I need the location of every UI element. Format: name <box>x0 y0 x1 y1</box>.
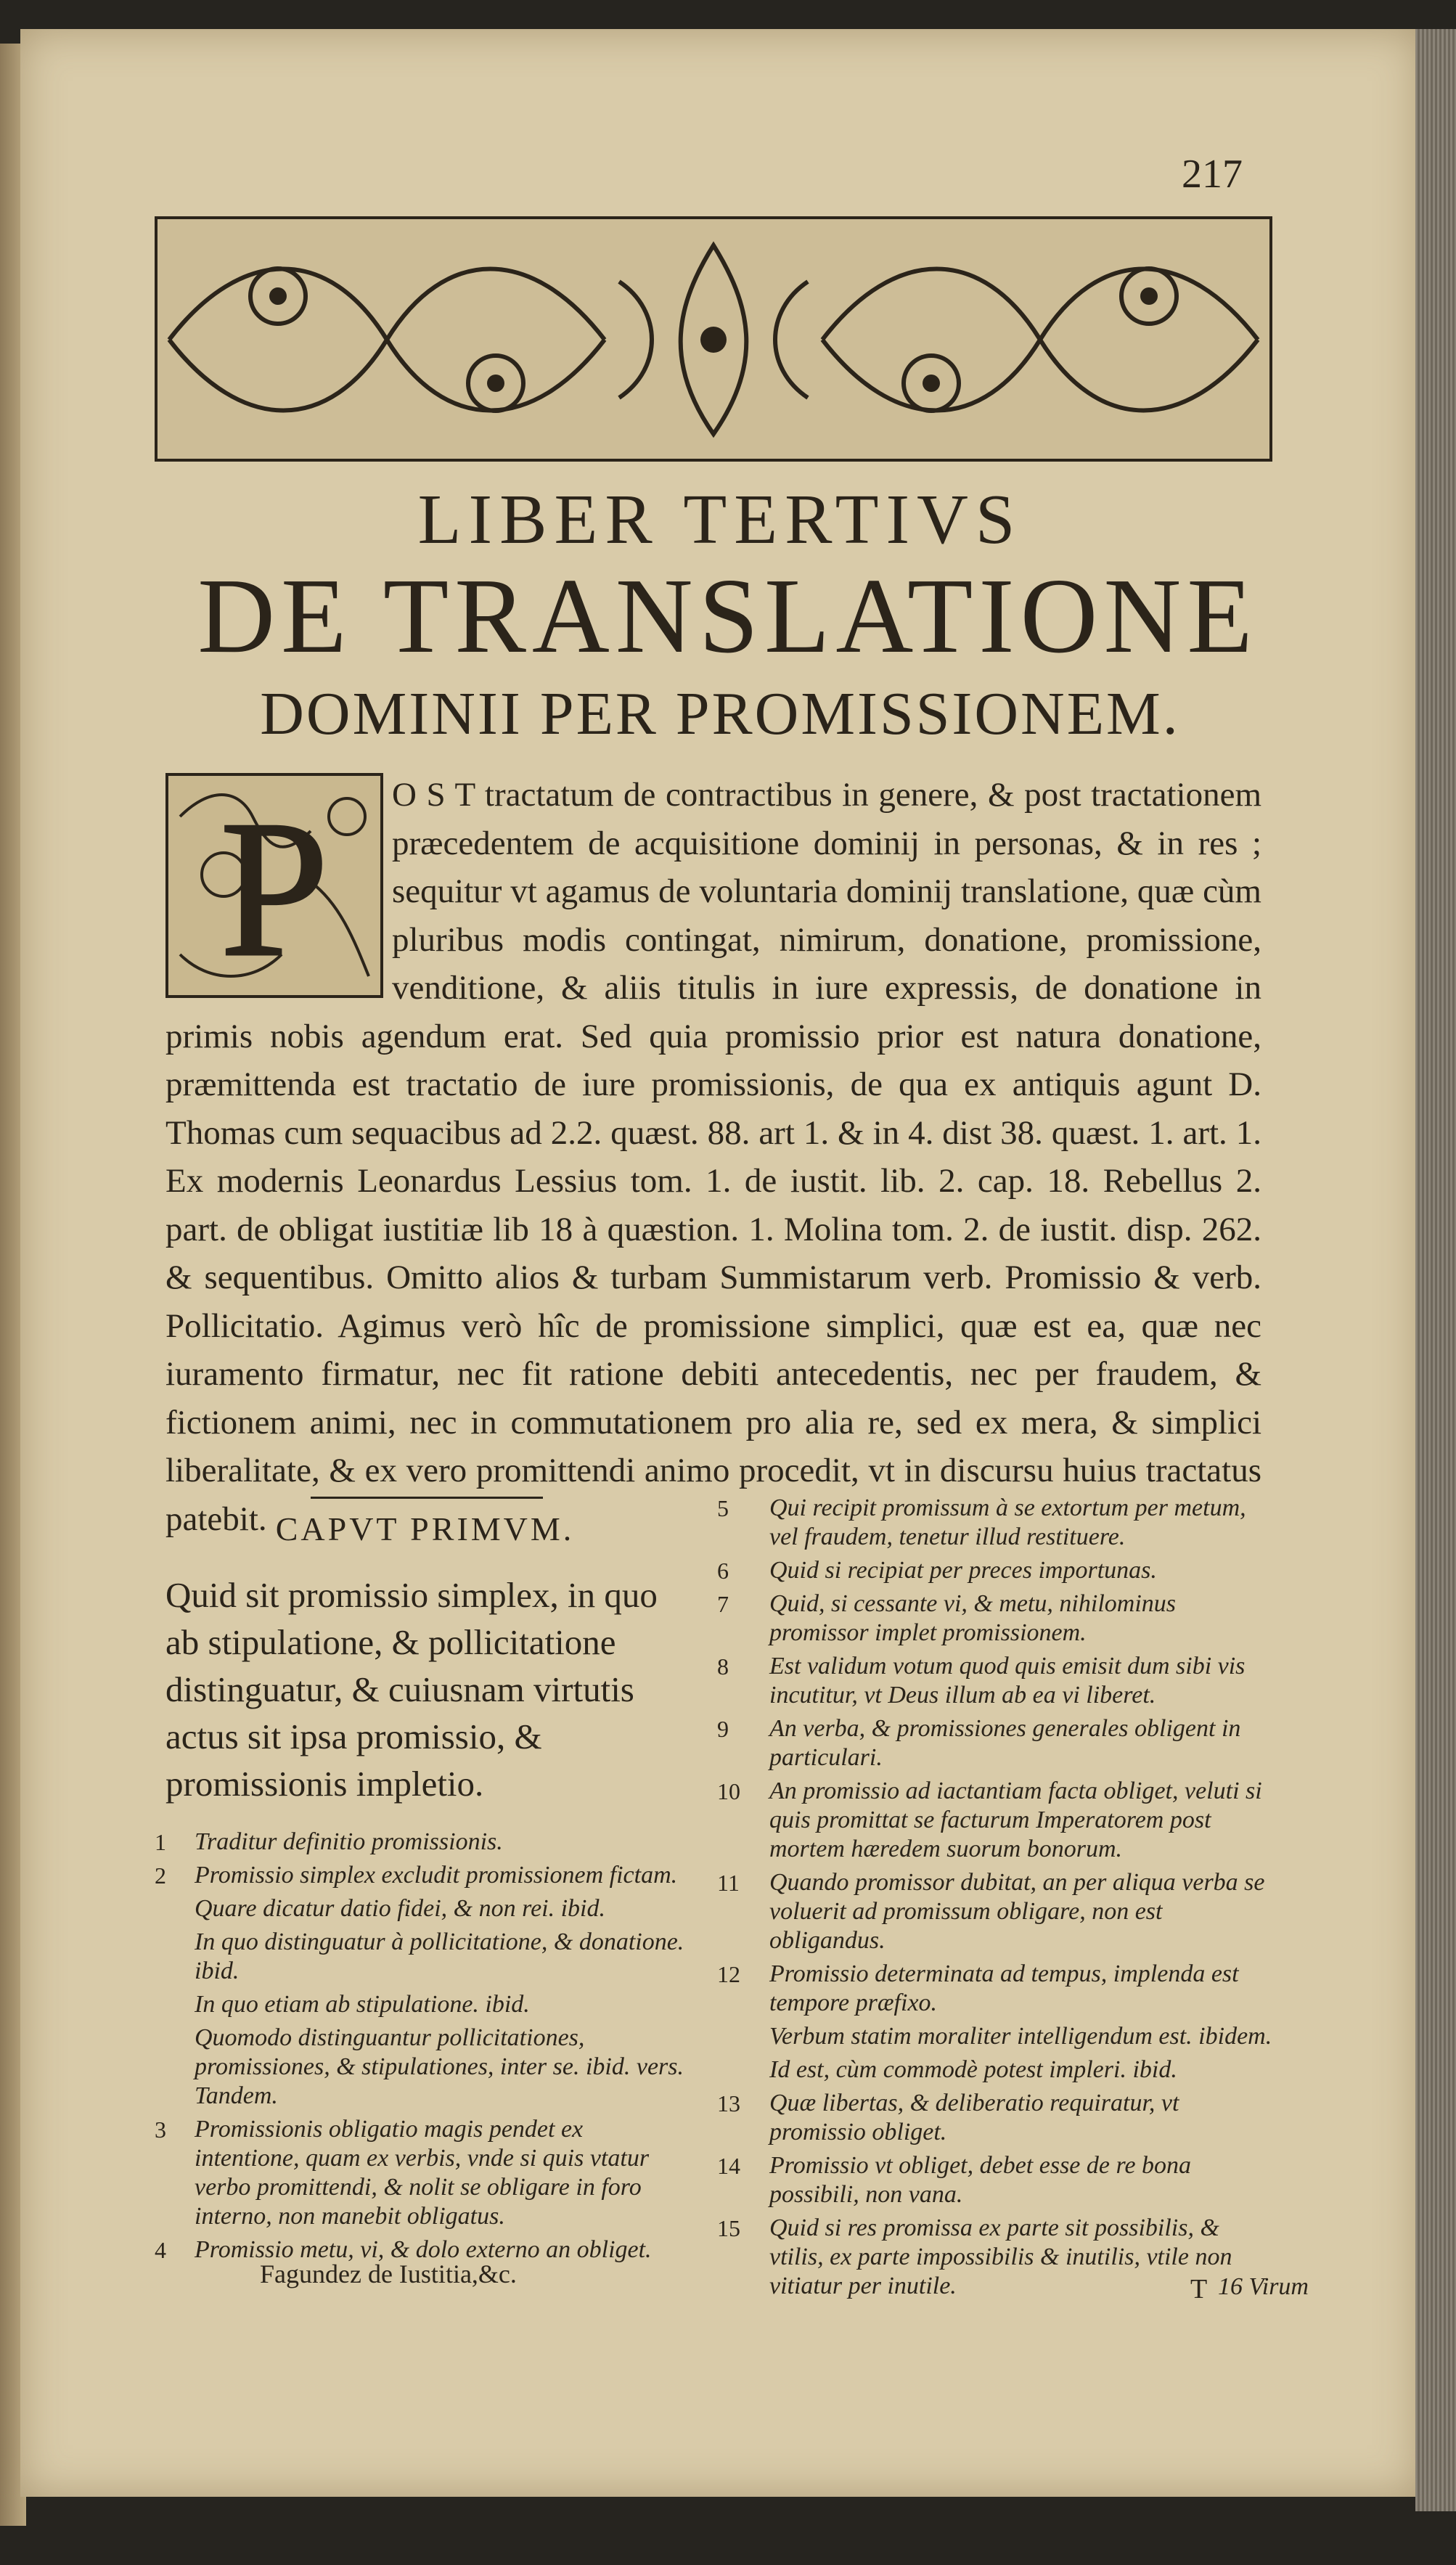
summary-item <box>155 1861 692 1890</box>
summary-text: Quid si recipiat per preces importunas. <box>769 1557 1157 1584</box>
ornamental-headpiece <box>155 216 1272 462</box>
summary-text: Quando promissor dubitat, an per aliqua verba se voluerit ad promissum obligare, non est obligandus. <box>769 1869 1265 1954</box>
summary-item <box>155 1828 692 1857</box>
summary-number: 1 <box>155 1829 166 1855</box>
summary-item <box>717 2151 1276 2209</box>
summary-text: Quomodo distinguantur pollicitationes, promissiones, & stipulationes, inter se. ibid. vers. Tandem. <box>195 2024 684 2109</box>
chapter-rule <box>311 1497 543 1499</box>
summary-number: 3 <box>155 2116 166 2143</box>
summary-item <box>717 2089 1276 2147</box>
summary-item <box>717 1494 1276 1552</box>
decorated-initial <box>165 773 383 998</box>
summary-text: Est validum votum quod quis emisit dum sibi vis incutitur, vt Deus illum ab ea vi liberet. <box>769 1653 1246 1709</box>
book-title: LIBER TERTIVS <box>417 480 1023 559</box>
summary-item <box>717 1714 1276 1772</box>
summary-text: Quare dicatur datio fidei, & non rei. ibid. <box>195 1895 605 1922</box>
summary-item <box>717 1652 1276 1710</box>
summary-text: Promissionis obligatio magis pendet ex intentione, quam ex verbis, vnde si quis vtatur verbo promittendi, & nolit se obligare in foro interno, non manebit obligatus. <box>195 2116 650 2230</box>
page-number: 217 <box>1182 152 1243 197</box>
summary-item <box>717 2022 1276 2051</box>
summary-text: In quo etiam ab stipulatione. ibid. <box>195 1991 530 2018</box>
catchword: 16 Virum <box>1218 2273 1309 2300</box>
summary-number: 12 <box>717 1961 740 1987</box>
subject-subtitle: DOMINII PER PROMISSIONEM. <box>260 680 1180 748</box>
summary-item <box>155 2024 692 2111</box>
summary-item <box>155 2115 692 2231</box>
summary-text: Promissio simplex excludit promissionem fictam. <box>195 1862 678 1889</box>
summary-text: In quo distinguatur à pollicitatione, & donatione. ibid. <box>195 1928 684 1984</box>
summary-number: 4 <box>155 2237 166 2263</box>
summary-text: Verbum statim moraliter intelligendum est. ibidem. <box>769 2023 1272 2050</box>
summary-text: Promissio metu, vi, & dolo externo an obliget. <box>195 2236 652 2263</box>
summary-item <box>717 1868 1276 1955</box>
summary-text: An promissio ad iactantiam facta obliget, veluti si quis promittat se facturum Imperatorem post mortem hæredem suorum bonorum. <box>769 1778 1262 1862</box>
summary-item <box>155 1928 692 1986</box>
summary-number: 14 <box>717 2153 740 2179</box>
summary-item <box>717 2055 1276 2085</box>
summary-text: An verba, & promissiones generales obligent in particulari. <box>769 1715 1241 1771</box>
summary-text: Id est, cùm commodè potest impleri. ibid. <box>769 2056 1177 2083</box>
summary-number: 2 <box>155 1862 166 1889</box>
summary-number: 8 <box>717 1653 729 1680</box>
svg-text:P: P <box>219 780 330 997</box>
summary-list-left <box>155 1828 692 2269</box>
summary-text: Quid si res promissa ex parte sit possibilis, & vtilis, ex parte impossibilis & inutilis, vtile non vitiatur per inutile. <box>769 2214 1232 2299</box>
intro-text: O S T tractatum de contractibus in genere, & post tractationem præcedentem de acquisitione dominij in personas, & in res ; sequitur vt agamus de voluntaria dominij translatione, quæ cùm pluribus modis contingat, nimirum, donatione, promissione, venditione, & aliis titulis in iure expressis, de donatione in primis nobis agendum erat. Sed quia promissio prior est natura donatione, præmittenda est tractatio de iure promissionis, de qua ex antiquis agunt D. Thomas cum sequacibus ad 2.2. quæst. 88. art 1. & in 4. dist 38. quæst. 1. art. 1. Ex modernis Leonardus Lessius tom. 1. de iustit. lib. 2. cap. 18. Rebellus 2. part. de obligat iustitiæ lib 18 à quæstion. 1. Molina tom. 2. de iustit. disp. 262. & sequentibus. Omitto alios & turbam Summistarum verb. Promissio & verb. Pollicitatio. Agimus verò hîc de promissione simplici, quæ est ea, quæ nec iuramento firmatur, nec fit ratione debiti antecedentis, nec per fraudem, & fictionem animi, nec in commutationem pro alia re, sed ex mera, & simplici liberalitate, & ex vero promittendi animo procedit, vt in discursu huius tractatus patebit. <box>165 776 1261 1538</box>
summary-number: 15 <box>717 2215 740 2241</box>
summary-number: 9 <box>717 1716 729 1742</box>
summary-item <box>717 1590 1276 1648</box>
book-page <box>20 29 1420 2497</box>
running-footer: Fagundez de Iustitia,&c. <box>260 2259 517 2288</box>
summary-number: 6 <box>717 1558 729 1584</box>
summary-text: Quæ libertas, & deliberatio requiratur, vt promissio obliget. <box>769 2090 1179 2145</box>
summary-item <box>155 1990 692 2019</box>
summary-item <box>717 1777 1276 1864</box>
summary-number: 10 <box>717 1778 740 1804</box>
summary-number: 7 <box>717 1591 729 1617</box>
summary-item <box>155 1894 692 1923</box>
chapter-label: CAPVT PRIMVM. <box>275 1510 575 1547</box>
book-right-edge <box>1415 29 1456 2511</box>
summary-text: Quid, si cessante vi, & metu, nihilominus promissor implet promissionem. <box>769 1590 1177 1646</box>
summary-text: Traditur definitio promissionis. <box>195 1828 503 1855</box>
summary-text: Promissio vt obliget, debet esse de re bona possibili, non vana. <box>769 2152 1192 2208</box>
summary-item <box>717 1556 1276 1585</box>
summary-text: Promissio determinata ad tempus, implenda est tempore præfixo. <box>769 1960 1239 2016</box>
summary-text: Qui recipit promissum à se extortum per metum, vel fraudem, tenetur illud restituere. <box>769 1494 1246 1550</box>
ornamental-foliage-headpiece-icon <box>155 216 1272 462</box>
chapter-heading: Quid sit promissio simplex, in quo ab stipulatione, & pollicitatione distinguatur, & cuiusnam virtutis actus sit ipsa promissio, & promissionis impletio. <box>165 1575 658 1804</box>
summary-number: 11 <box>717 1870 740 1896</box>
subject-title: DE TRANSLATIONE <box>197 557 1259 676</box>
decorated-initial-p-icon <box>165 773 383 998</box>
summary-list-right <box>717 1494 1276 2305</box>
summary-number: 13 <box>717 2090 740 2116</box>
signature-mark: T <box>1190 2274 1208 2304</box>
summary-number: 5 <box>717 1495 729 1521</box>
summary-item <box>717 1960 1276 2018</box>
